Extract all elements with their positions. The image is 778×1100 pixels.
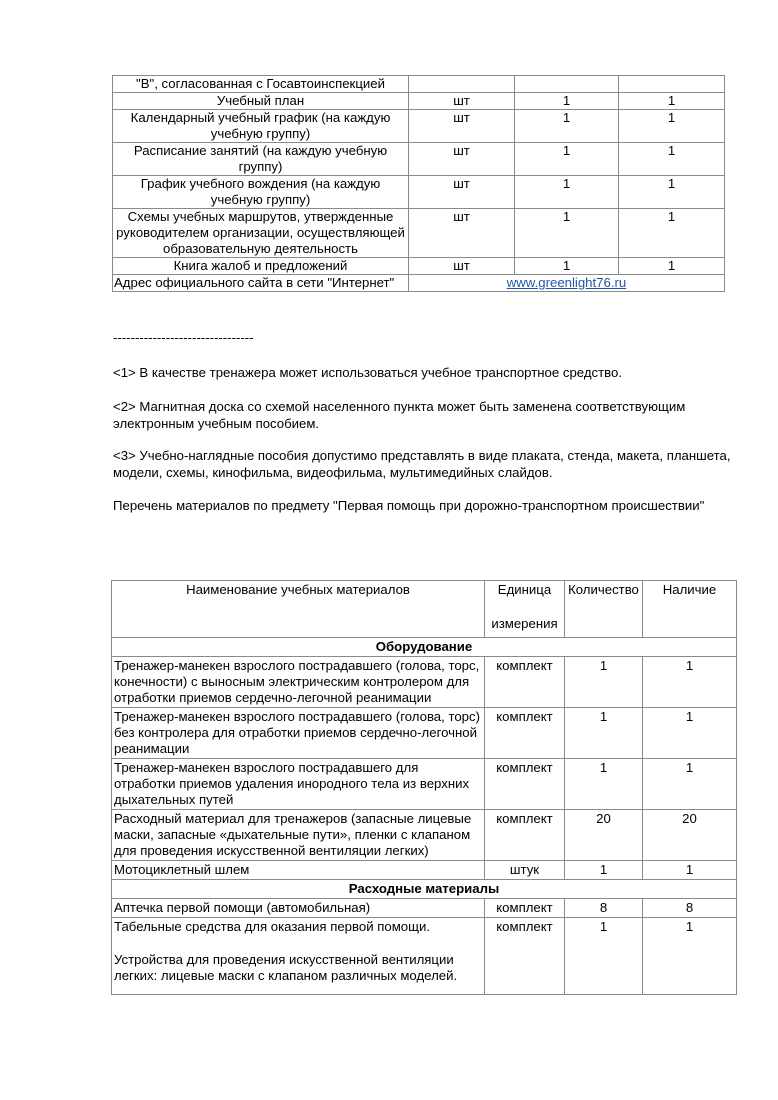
table-row [112,918,737,995]
website-cell [409,275,725,292]
table-header-row [112,581,737,638]
header-name: Наименование учебных материалов [112,581,485,638]
footnote-separator: -------------------------------- [113,330,254,345]
item-name: Схемы учебных маршрутов, утвержденные руководителем организации, осуществляющей образовательную деятельность [113,209,409,258]
item-availability: 20 [643,810,737,861]
item-name: Аптечка первой помощи (автомобильная) [112,899,485,918]
list-heading: Перечень материалов по предмету "Первая помощь при дорожно-транспортном происшествии" [113,498,705,513]
item-availability [619,76,725,93]
item-name: Тренажер-манекен взрослого пострадавшего (голова, торс, конечности) с выносным электрическим контролером для отработки приемов сердечно-легочной реанимации [112,657,485,708]
section-title: Оборудование [112,638,737,657]
item-availability: 1 [619,176,725,209]
table-row [113,110,725,143]
item-availability: 8 [643,899,737,918]
item-availability: 1 [643,708,737,759]
item-availability: 1 [619,258,725,275]
item-unit: комплект [485,657,565,708]
table-row [113,258,725,275]
item-name: Тренажер-манекен взрослого пострадавшего (голова, торс) без контролера для отработки приемов сердечно-легочной реанимации [112,708,485,759]
item-availability: 1 [643,861,737,880]
table-row [112,657,737,708]
item-quantity: 1 [515,209,619,258]
item-name: Расходный материал для тренажеров (запасные лицевые маски, запасные «дыхательные пути», пленки с клапаном для проведения искусственной вентиляции легких) [112,810,485,861]
item-unit: шт [409,110,515,143]
item-quantity: 1 [565,861,643,880]
table-row [113,93,725,110]
header-quantity: Количество [565,581,643,638]
item-unit: комплект [485,899,565,918]
item-name: Календарный учебный график (на каждую учебную группу) [113,110,409,143]
footnote-3: <3> Учебно-наглядные пособия допустимо представлять в виде плаката, стенда, макета, планшета, модели, схемы, кинофильма, видеофильма, мультимедийных слайдов. [113,448,731,480]
section-title: Расходные материалы [112,880,737,899]
table-row [113,76,725,93]
item-name [112,918,485,995]
item-unit: комплект [485,708,565,759]
item-availability: 1 [619,209,725,258]
item-unit: шт [409,176,515,209]
item-name-line2: Устройства для проведения искусственной вентиляции легких: лицевые маски с клапаном различных моделей. [114,952,458,983]
item-quantity: 1 [565,918,643,995]
item-unit: шт [409,93,515,110]
item-quantity [515,76,619,93]
training-documents-table [112,75,725,292]
section-row-consumables [112,880,737,899]
item-name: Мотоциклетный шлем [112,861,485,880]
table-row [112,759,737,810]
item-availability: 1 [619,110,725,143]
item-unit [409,76,515,93]
item-quantity: 1 [515,93,619,110]
header-unit-line1: Единица [497,582,552,597]
table-row [112,810,737,861]
item-name: Тренажер-манекен взрослого пострадавшего для отработки приемов удаления инородного тела из верхних дыхательных путей [112,759,485,810]
table-row [112,899,737,918]
section-row-equipment [112,638,737,657]
item-quantity: 1 [515,143,619,176]
item-unit: комплект [485,759,565,810]
item-name: Учебный план [113,93,409,110]
item-unit: шт [409,143,515,176]
item-name: Расписание занятий (на каждую учебную группу) [113,143,409,176]
item-quantity: 20 [565,810,643,861]
item-name: "В", согласованная с Госавтоинспекцией [113,76,409,93]
item-name: Книга жалоб и предложений [113,258,409,275]
table-row [113,209,725,258]
item-quantity: 1 [565,708,643,759]
item-quantity: 1 [515,110,619,143]
table-row [113,143,725,176]
item-quantity: 1 [515,176,619,209]
item-quantity: 1 [565,657,643,708]
item-availability: 1 [643,759,737,810]
item-quantity: 8 [565,899,643,918]
item-quantity: 1 [565,759,643,810]
item-quantity: 1 [515,258,619,275]
table-row [112,861,737,880]
item-unit: комплект [485,918,565,995]
first-aid-materials-table [111,580,737,995]
table-row [113,176,725,209]
item-availability: 1 [643,657,737,708]
item-unit: штук [485,861,565,880]
header-unit-line2: измерения [491,616,558,631]
table-row-website [113,275,725,292]
website-label: Адрес официального сайта в сети "Интернет" [113,275,409,292]
item-name: График учебного вождения (на каждую учебную группу) [113,176,409,209]
website-link[interactable]: www.greenlight76.ru [506,275,627,290]
item-unit: комплект [485,810,565,861]
item-name-line1: Табельные средства для оказания первой помощи. [114,919,430,934]
header-unit [485,581,565,638]
item-availability: 1 [619,143,725,176]
table-row [112,708,737,759]
item-availability: 1 [643,918,737,995]
item-unit: шт [409,209,515,258]
item-availability: 1 [619,93,725,110]
header-availability: Наличие [643,581,737,638]
footnote-2: <2> Магнитная доска со схемой населенного пункта может быть заменена соответствующим электронным учебным пособием. [113,399,686,431]
item-unit: шт [409,258,515,275]
footnote-1: <1> В качестве тренажера может использоваться учебное транспортное средство. [113,365,623,380]
